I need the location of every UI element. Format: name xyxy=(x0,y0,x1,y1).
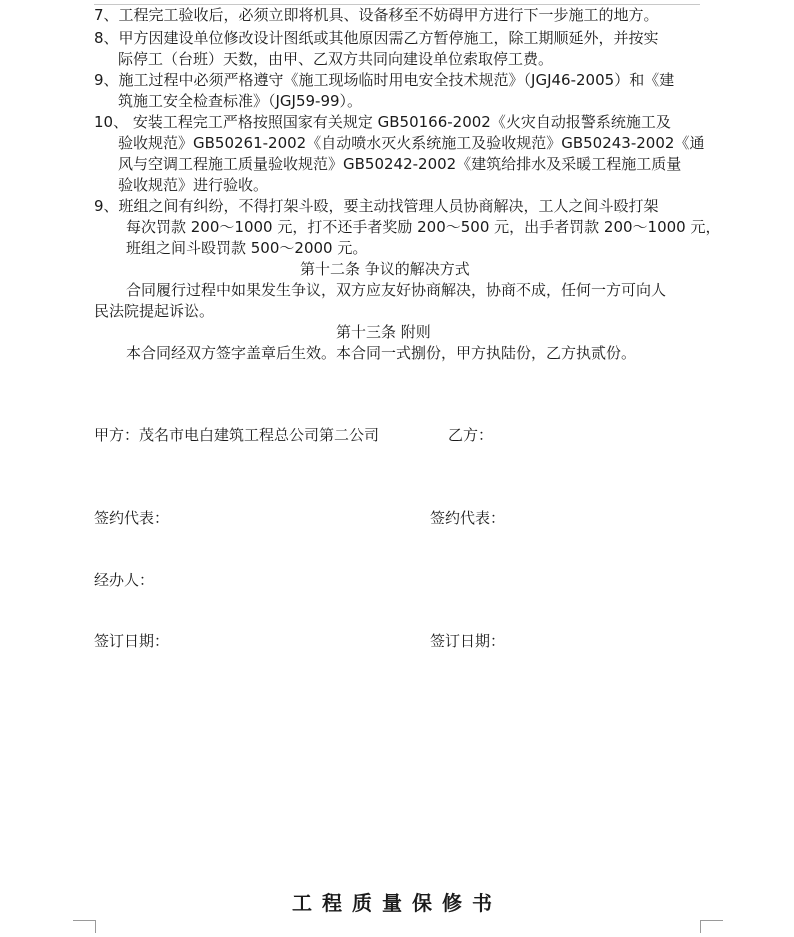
clause-team-dispute-line-3: 班组之间斗殴罚款 500～2000 元。 xyxy=(126,239,368,257)
party-b-label: 乙方： xyxy=(448,426,494,444)
clause-10-line-3: 风与空调工程施工质量验收规范》GB50242-2002《建筑给排水及采暖工程施工质量 xyxy=(118,155,682,173)
article-12-body-line-2: 民法院提起诉讼。 xyxy=(94,302,215,320)
clause-7: 7、工程完工验收后，必须立即将机具、设备移至不妨碍甲方进行下一步施工的地方。 xyxy=(94,6,659,24)
article-12-heading: 第十二条 争议的解决方式 xyxy=(300,260,470,278)
clause-team-dispute-line-2: 每次罚款 200～1000 元，打不还手者奖励 200～500 元，出手者罚款 200～1000 元， xyxy=(126,218,721,236)
party-a-label: 甲方：茂名市电白建筑工程总公司第二公司 xyxy=(94,426,380,444)
page-corner-mark-left xyxy=(73,920,96,933)
article-13-heading: 第十三条 附则 xyxy=(336,323,431,341)
party-a-representative: 签约代表： xyxy=(94,509,170,527)
clause-9-line-2: 筑施工安全检查标准》（JGJ59-99）。 xyxy=(118,92,363,110)
party-b-representative: 签约代表： xyxy=(430,509,506,527)
clause-10-line-1: 10、 安装工程完工严格按照国家有关规定 GB50166-2002《火灾自动报警系统施工及 xyxy=(94,113,671,131)
article-12-body-line-1: 合同履行过程中如果发生争议，双方应友好协商解决，协商不成，任何一方可向人 xyxy=(126,281,667,299)
party-a-sign-date: 签订日期： xyxy=(94,632,170,650)
warranty-document-title: 工程质量保修书 xyxy=(292,891,502,915)
clause-10-line-2: 验收规范》GB50261-2002《自动喷水灭火系统施工及验收规范》GB50243-2002《通 xyxy=(118,134,705,152)
clause-8-line-1: 8、甲方因建设单位修改设计图纸或其他原因需乙方暂停施工，除工期顺延外，并按实 xyxy=(94,29,659,47)
party-b-sign-date: 签订日期： xyxy=(430,632,506,650)
clause-team-dispute-line-1: 9、班组之间有纠纷，不得打架斗殴，要主动找管理人员协商解决，工人之间斗殴打架 xyxy=(94,197,659,215)
clause-8-line-2: 际停工（台班）天数，由甲、乙双方共同向建设单位索取停工费。 xyxy=(118,50,554,68)
page-corner-mark-right xyxy=(700,920,723,933)
clause-10-line-4: 验收规范》进行验收。 xyxy=(118,176,269,194)
handler-label: 经办人： xyxy=(94,571,155,589)
clause-9-line-1: 9、施工过程中必须严格遵守《施工现场临时用电安全技术规范》（JGJ46-2005）和《建 xyxy=(94,71,675,89)
article-13-body: 本合同经双方签字盖章后生效。本合同一式捌份，甲方执陆份，乙方执贰份。 xyxy=(126,344,637,362)
